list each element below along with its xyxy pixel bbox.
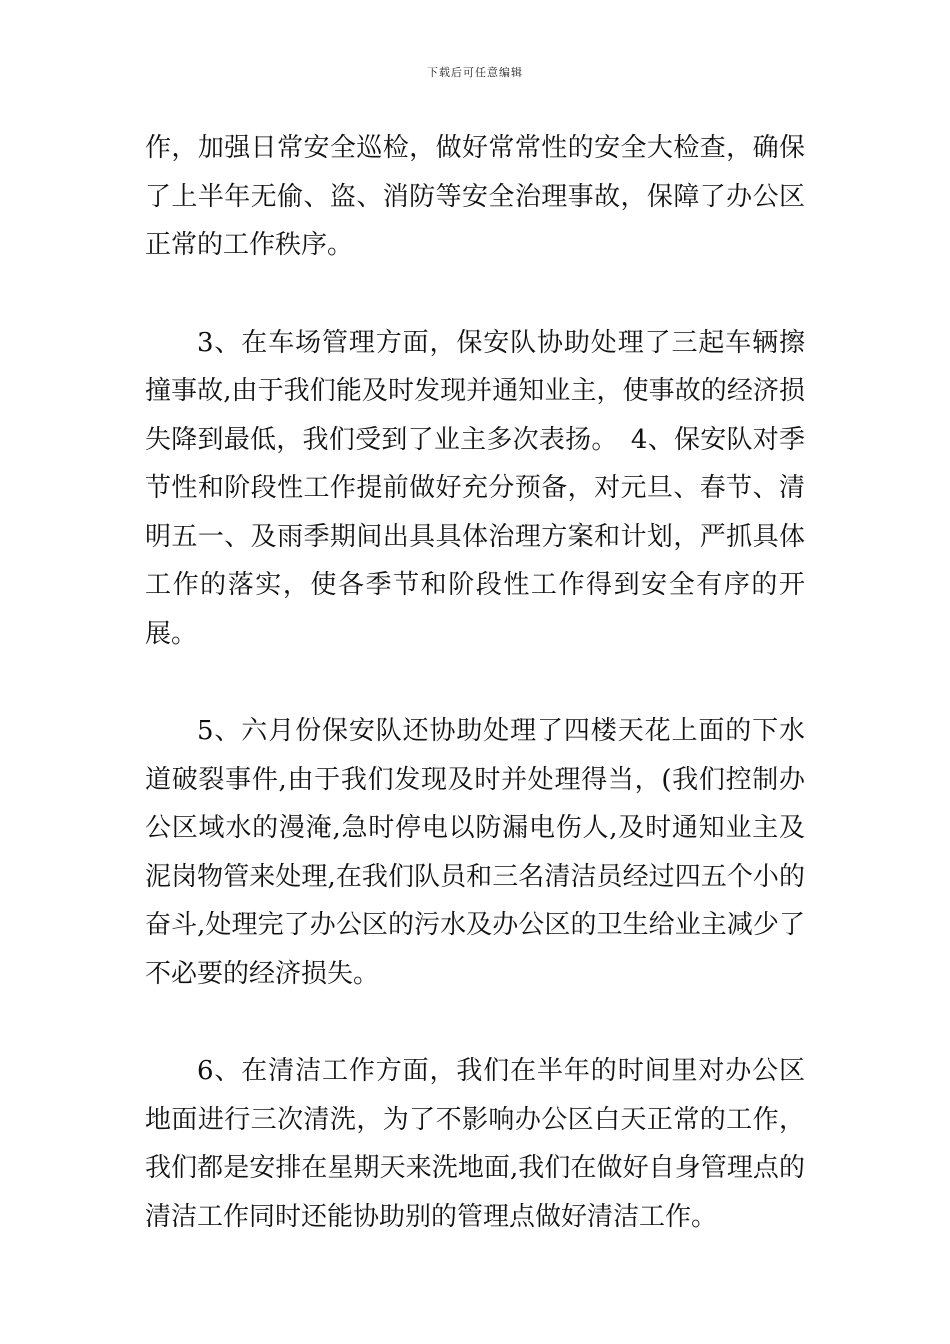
document-body (145, 124, 805, 1241)
paragraph-gap (145, 658, 805, 707)
paragraph-item-5: 5、六月份保安队还协助处理了四楼天花上面的下水道破裂事件,由于我们发现及时并处理得当，(我们控制办公区域水的漫淹,急时停电以防漏电伤人,及时通知业主及泥岗物管来处理,在我们队员和三名清洁员经过四五个小的奋斗,处理完了办公区的污水及办公区的卫生给业主减少了不必要的经济损失。 (145, 716, 805, 989)
paragraph-item-6: 6、在清洁工作方面，我们在半年的时间里对办公区地面进行三次清洗，为了不影响办公区白天正常的工作，我们都是安排在星期天来洗地面,我们在做好自身管理点的清洁工作同时还能协助别的管理点做好清洁工作。 (145, 1056, 805, 1232)
paragraph-item-3: 3、在车场管理方面，保安队协助处理了三起车辆擦撞事故,由于我们能及时发现并通知业主，使事故的经济损失降到最低，我们受到了业主多次表扬。 4、保安队对季节性和阶段性工作提前做好充分预备，对元旦、春节、清明五一、及雨季期间出具具体治理方案和计划，严抓具体工作的落实，使各季节和阶段性工作得到安全有序的开展。 (145, 327, 805, 649)
page-header-note: 下载后可任意编辑 (427, 66, 523, 79)
paragraph-gap (145, 270, 805, 319)
paragraph-continuation: 作，加强日常安全巡检，做好常常性的安全大检查，确保了上半年无偷、盗、消防等安全治理事故，保障了办公区正常的工作秩序。 (145, 133, 805, 260)
paragraph-gap (145, 998, 805, 1047)
